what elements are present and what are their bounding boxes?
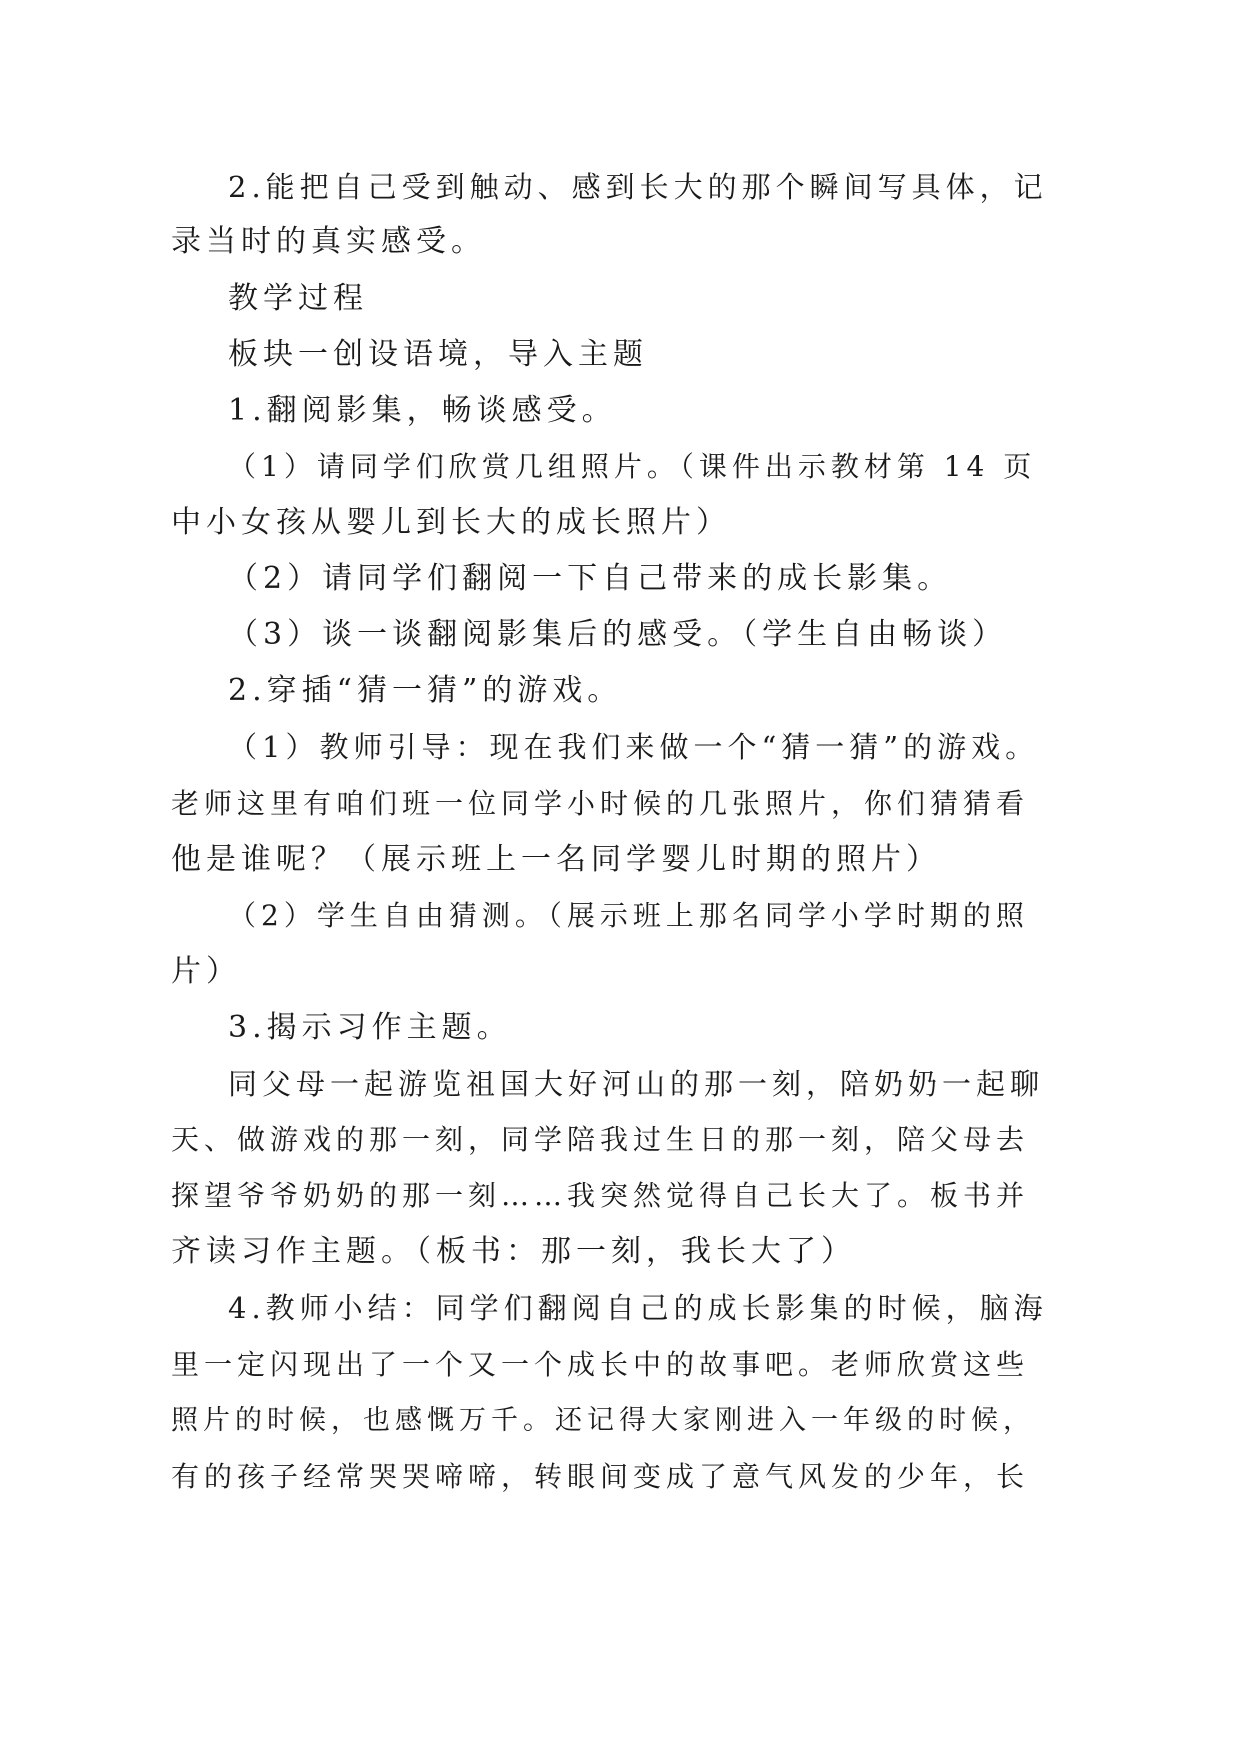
text-line: 1.翻阅影集，畅谈感受。 xyxy=(228,393,617,428)
section-heading: 板块一创设语境，导入主题 xyxy=(228,337,648,372)
text-line: 2.穿插“猜一猜”的游戏。 xyxy=(228,673,623,708)
text-line: 录当时的真实感受。 xyxy=(171,224,486,259)
text-line: 探望爷爷奶奶的那一刻……我突然觉得自己长大了。板书并 xyxy=(171,1179,1030,1212)
text-line: 3.揭示习作主题。 xyxy=(228,1010,512,1045)
text-line: 2.能把自己受到触动、感到长大的那个瞬间写具体，记 xyxy=(228,170,1048,204)
text-line: 中小女孩从婴儿到长大的成长照片） xyxy=(171,505,731,540)
text-line: （1）请同学们欣赏几组照片。（课件出示教材第 14 页 xyxy=(228,450,1037,483)
text-line: 片） xyxy=(171,954,241,989)
text-line: 齐读习作主题。（板书：那一刻，我长大了） xyxy=(171,1234,856,1269)
text-line: 里一定闪现出了一个又一个成长中的故事吧。老师欣赏这些 xyxy=(171,1348,1030,1381)
text-line: （2）请同学们翻阅一下自己带来的成长影集。 xyxy=(228,561,953,596)
text-line: （1）教师引导：现在我们来做一个“猜一猜”的游戏。 xyxy=(228,730,1040,764)
text-line: 同父母一起游览祖国大好河山的那一刻，陪奶奶一起聊 xyxy=(228,1067,1045,1101)
text-line: （3）谈一谈翻阅影集后的感受。（学生自由畅谈） xyxy=(228,617,1008,652)
text-line: （2）学生自由猜测。（展示班上那名同学小学时期的照 xyxy=(228,899,1029,932)
text-line: 有的孩子经常哭哭啼啼，转眼间变成了意气风发的少年，长 xyxy=(171,1460,1030,1493)
section-heading: 教学过程 xyxy=(228,281,368,316)
text-line: 4.教师小结：同学们翻阅自己的成长影集的时候，脑海 xyxy=(228,1291,1048,1325)
text-line: 照片的时候，也感慨万千。还记得大家刚进入一年级的时候， xyxy=(171,1405,1035,1436)
text-line: 他是谁呢？（展示班上一名同学婴儿时期的照片） xyxy=(171,842,941,877)
text-line: 天、做游戏的那一刻，同学陪我过生日的那一刻，陪父母去 xyxy=(171,1123,1030,1156)
text-line: 老师这里有咱们班一位同学小时候的几张照片，你们猜猜看 xyxy=(171,787,1030,820)
